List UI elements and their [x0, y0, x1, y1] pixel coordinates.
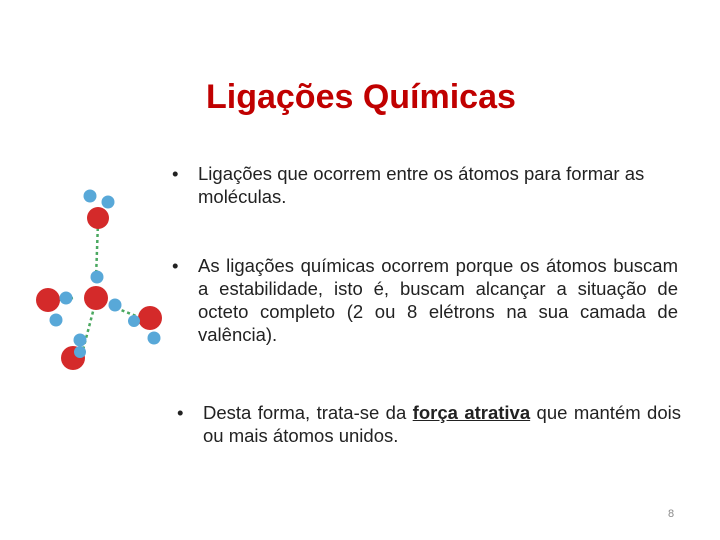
- molecule-top: [84, 190, 115, 230]
- molecule-left: [36, 288, 73, 327]
- bullet-3-emphasis: força atrativa: [412, 402, 531, 423]
- bullet-1: [172, 162, 678, 208]
- water-molecules-illustration: [28, 180, 178, 380]
- molecule-center: [84, 271, 122, 312]
- bullet-3-text-start: Desta forma, trata-se da: [203, 402, 413, 423]
- molecule-right: [128, 306, 162, 345]
- bullet-marker: •: [172, 255, 179, 276]
- bullet-1-text: Ligações que ocorrem entre os átomos para formar as moléculas.: [198, 163, 645, 207]
- bullet-3-text-end: que mantém dois ou mais átomos unidos.: [203, 402, 681, 446]
- bullet-2-text: As ligações químicas ocorrem porque os átomos buscam a estabilidade, isto é, buscam alcançar a situação de octeto completo (2 ou 8 elétrons na sua camada de valência).: [198, 255, 678, 345]
- bullet-2: [172, 254, 678, 346]
- bullet-marker: •: [177, 402, 184, 423]
- bullet-marker: •: [172, 163, 179, 184]
- page-number: 8: [668, 508, 675, 520]
- molecule-bottom: [61, 334, 87, 371]
- slide-title: Ligações Químicas: [206, 78, 516, 116]
- bullet-3: [177, 401, 681, 447]
